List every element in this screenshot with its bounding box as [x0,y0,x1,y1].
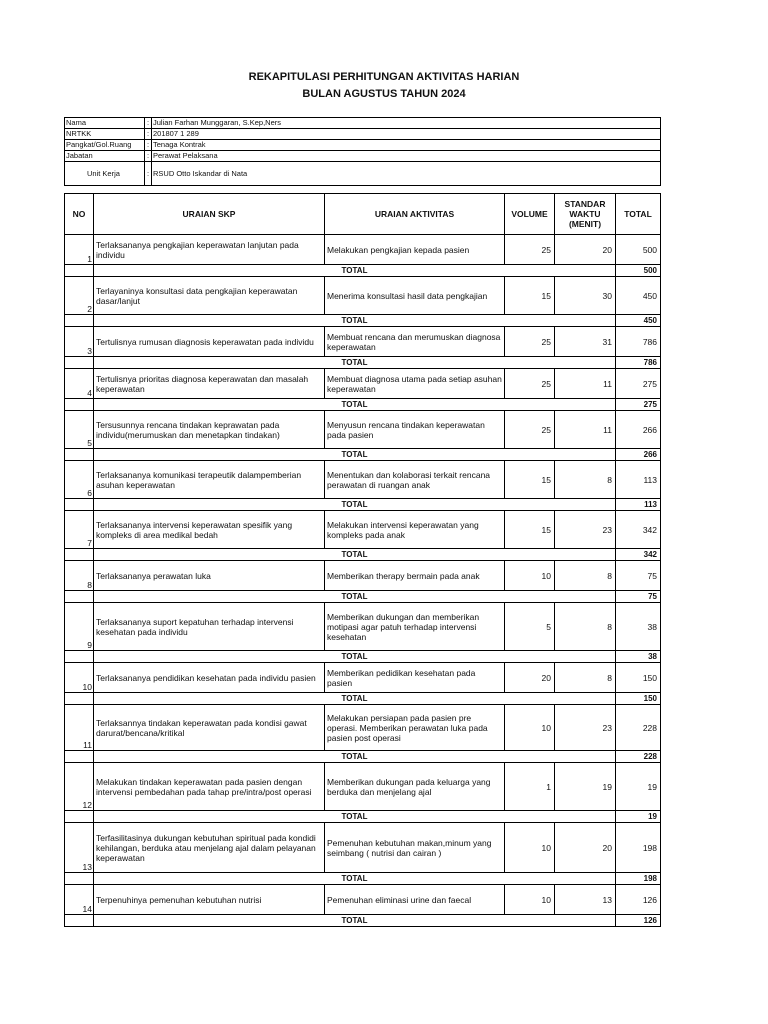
subtotal-value: 113 [616,499,661,511]
subtotal-value: 786 [616,357,661,369]
table-row [65,705,661,751]
row-volume: 10 [505,885,555,915]
row-uraian-aktivitas: Melakukan persiapan pada pasien pre operasi. Memberikan perawatan luka pada pasien post operasi [325,705,505,751]
table-row [65,561,661,591]
row-no: 14 [65,885,94,915]
row-uraian-aktivitas: Pemenuhan eliminasi urine dan faecal [325,885,505,915]
row-total: 266 [616,411,661,449]
subtotal-label: TOTAL [94,499,616,511]
info-row [65,129,661,140]
subtotal-label: TOTAL [94,265,616,277]
info-key: Nama [65,118,145,129]
row-volume: 10 [505,823,555,873]
row-total: 342 [616,511,661,549]
row-uraian-skp: Terlayaninya konsultasi data pengkajian keperawatan dasar/lanjut [94,277,325,315]
row-standar-waktu: 23 [555,705,616,751]
row-no: 8 [65,561,94,591]
row-uraian-skp: Tersusunnya rencana tindakan keprawatan pada individu(merumuskan dan menetapkan tindakan) [94,411,325,449]
subtotal-value: 228 [616,751,661,763]
table-row [65,369,661,399]
header-no: NO [65,194,94,235]
row-standar-waktu: 8 [555,461,616,499]
row-total: 150 [616,663,661,693]
row-total: 228 [616,705,661,751]
subtotal-row [65,315,661,327]
subtotal-value: 75 [616,591,661,603]
header-uraian-skp: URAIAN SKP [94,194,325,235]
subtotal-label: TOTAL [94,357,616,369]
info-row [65,151,661,162]
row-uraian-aktivitas: Melakukan pengkajian kepada pasien [325,235,505,265]
subtotal-empty [65,915,94,927]
activity-table [64,193,661,927]
info-key: Pangkat/Gol.Ruang [65,140,145,151]
row-no: 12 [65,763,94,811]
header-standar-waktu: STANDAR WAKTU (MENIT) [555,194,616,235]
subtotal-row [65,591,661,603]
table-header-row [65,194,661,235]
table-row [65,327,661,357]
row-total: 38 [616,603,661,651]
row-uraian-aktivitas: Menerima konsultasi hasil data pengkajian [325,277,505,315]
row-total: 75 [616,561,661,591]
table-row [65,603,661,651]
row-no: 6 [65,461,94,499]
subtotal-value: 198 [616,873,661,885]
subtotal-value: 19 [616,811,661,823]
row-no: 13 [65,823,94,873]
subtotal-empty [65,751,94,763]
row-uraian-aktivitas: Memberikan pedidikan kesehatan pada pasien [325,663,505,693]
subtotal-value: 450 [616,315,661,327]
subtotal-row [65,873,661,885]
subtotal-label: TOTAL [94,591,616,603]
row-uraian-aktivitas: Memberikan dukungan pada keluarga yang berduka dan menjelang ajal [325,763,505,811]
row-volume: 1 [505,763,555,811]
subtotal-empty [65,873,94,885]
row-volume: 20 [505,663,555,693]
row-uraian-aktivitas: Pemenuhan kebutuhan makan,minum yang seimbang ( nutrisi dan cairan ) [325,823,505,873]
row-no: 7 [65,511,94,549]
row-standar-waktu: 8 [555,663,616,693]
subtotal-row [65,357,661,369]
info-key: Unit Kerja [65,162,145,186]
info-separator: : [145,162,152,186]
subtotal-row [65,693,661,705]
subtotal-value: 266 [616,449,661,461]
subtotal-label: TOTAL [94,315,616,327]
table-row [65,277,661,315]
row-uraian-aktivitas: Melakukan intervensi keperawatan yang kompleks pada anak [325,511,505,549]
row-no: 10 [65,663,94,693]
info-row [65,118,661,129]
row-no: 5 [65,411,94,449]
subtotal-label: TOTAL [94,449,616,461]
row-standar-waktu: 11 [555,369,616,399]
report-subtitle: BULAN AGUSTUS TAHUN 2024 [302,88,466,100]
info-separator: : [145,151,152,162]
info-value: RSUD Otto Iskandar di Nata [152,162,661,186]
row-uraian-skp: Tertulisnya prioritas diagnosa keperawatan dan masalah keperawatan [94,369,325,399]
row-standar-waktu: 20 [555,823,616,873]
info-value: Julian Farhan Munggaran, S.Kep,Ners [152,118,661,129]
subtotal-value: 150 [616,693,661,705]
row-uraian-aktivitas: Menyusun rencana tindakan keperawatan pada pasien [325,411,505,449]
table-row [65,461,661,499]
subtotal-label: TOTAL [94,915,616,927]
row-uraian-skp: Terlaksananya suport kepatuhan terhadap intervensi kesehatan pada individu [94,603,325,651]
employee-info-table [64,117,661,186]
row-standar-waktu: 8 [555,561,616,591]
table-row [65,411,661,449]
row-total: 450 [616,277,661,315]
info-separator: : [145,129,152,140]
subtotal-row [65,499,661,511]
row-standar-waktu: 23 [555,511,616,549]
table-row [65,511,661,549]
row-uraian-aktivitas: Memberikan dukungan dan memberikan motipasi agar patuh terhadap intervensi kesehatan [325,603,505,651]
row-no: 4 [65,369,94,399]
report-title: REKAPITULASI PERHITUNGAN AKTIVITAS HARIAN [248,71,520,83]
subtotal-empty [65,651,94,663]
info-value: 201807 1 289 [152,129,661,140]
row-volume: 25 [505,327,555,357]
row-total: 126 [616,885,661,915]
row-uraian-skp: Terlaksananya komunikasi terapeutik dalampemberian asuhan keperawatan [94,461,325,499]
row-volume: 15 [505,511,555,549]
row-uraian-skp: Terpenuhinya pemenuhan kebutuhan nutrisi [94,885,325,915]
subtotal-row [65,265,661,277]
info-row [65,162,661,186]
row-uraian-skp: Terlaksannya tindakan keperawatan pada kondisi gawat darurat/bencana/kritikal [94,705,325,751]
row-no: 2 [65,277,94,315]
subtotal-empty [65,693,94,705]
header-volume: VOLUME [505,194,555,235]
subtotal-label: TOTAL [94,399,616,411]
row-standar-waktu: 8 [555,603,616,651]
subtotal-empty [65,449,94,461]
subtotal-value: 38 [616,651,661,663]
row-volume: 15 [505,277,555,315]
row-uraian-skp: Terlaksananya perawatan luka [94,561,325,591]
subtotal-empty [65,549,94,561]
header-uraian-aktivitas: URAIAN AKTIVITAS [325,194,505,235]
row-uraian-skp: Tertulisnya rumusan diagnosis keperawatan pada individu [94,327,325,357]
row-total: 786 [616,327,661,357]
subtotal-empty [65,591,94,603]
subtotal-row [65,399,661,411]
subtotal-row [65,751,661,763]
subtotal-row [65,811,661,823]
subtotal-value: 500 [616,265,661,277]
table-row [65,235,661,265]
row-no: 3 [65,327,94,357]
row-volume: 25 [505,235,555,265]
row-volume: 10 [505,561,555,591]
row-standar-waktu: 11 [555,411,616,449]
row-standar-waktu: 13 [555,885,616,915]
subtotal-value: 342 [616,549,661,561]
row-uraian-skp: Melakukan tindakan keperawatan pada pasien dengan intervensi pembedahan pada tahap pre/intra/post operasi [94,763,325,811]
subtotal-label: TOTAL [94,811,616,823]
subtotal-value: 126 [616,915,661,927]
row-volume: 10 [505,705,555,751]
subtotal-label: TOTAL [94,693,616,705]
subtotal-row [65,449,661,461]
row-uraian-skp: Terlaksananya intervensi keperawatan spesifik yang kompleks di area medikal bedah [94,511,325,549]
subtotal-label: TOTAL [94,549,616,561]
row-uraian-aktivitas: Menentukan dan kolaborasi terkait rencana perawatan di ruangan anak [325,461,505,499]
row-total: 500 [616,235,661,265]
table-row [65,663,661,693]
info-value: Tenaga Kontrak [152,140,661,151]
row-volume: 5 [505,603,555,651]
info-value: Perawat Pelaksana [152,151,661,162]
info-row [65,140,661,151]
table-row [65,763,661,811]
subtotal-label: TOTAL [94,873,616,885]
row-standar-waktu: 20 [555,235,616,265]
row-uraian-aktivitas: Memberikan therapy bermain pada anak [325,561,505,591]
subtotal-empty [65,399,94,411]
row-total: 275 [616,369,661,399]
header-total: TOTAL [616,194,661,235]
row-uraian-skp: Terfasilitasinya dukungan kebutuhan spiritual pada kondidi kehilangan, berduka atau menjelang ajal dalam pelayanan keperawatan [94,823,325,873]
row-standar-waktu: 30 [555,277,616,315]
row-uraian-skp: Terlaksananya pendidikan kesehatan pada individu pasien [94,663,325,693]
info-separator: : [145,118,152,129]
subtotal-empty [65,499,94,511]
row-volume: 15 [505,461,555,499]
subtotal-row [65,651,661,663]
subtotal-label: TOTAL [94,751,616,763]
subtotal-empty [65,265,94,277]
subtotal-empty [65,811,94,823]
row-total: 198 [616,823,661,873]
table-row [65,885,661,915]
row-volume: 25 [505,369,555,399]
row-total: 113 [616,461,661,499]
row-no: 11 [65,705,94,751]
row-uraian-skp: Terlaksananya pengkajian keperawatan lanjutan pada individu [94,235,325,265]
row-uraian-aktivitas: Membuat rencana dan merumuskan diagnosa keperawatan [325,327,505,357]
subtotal-empty [65,357,94,369]
row-total: 19 [616,763,661,811]
table-row [65,823,661,873]
subtotal-empty [65,315,94,327]
subtotal-value: 275 [616,399,661,411]
row-volume: 25 [505,411,555,449]
info-separator: : [145,140,152,151]
row-uraian-aktivitas: Membuat diagnosa utama pada setiap asuhan keperawatan [325,369,505,399]
info-key: Jabatan [65,151,145,162]
row-no: 1 [65,235,94,265]
subtotal-label: TOTAL [94,651,616,663]
info-key: NRTKK [65,129,145,140]
subtotal-row [65,915,661,927]
row-standar-waktu: 19 [555,763,616,811]
row-no: 9 [65,603,94,651]
subtotal-row [65,549,661,561]
row-standar-waktu: 31 [555,327,616,357]
